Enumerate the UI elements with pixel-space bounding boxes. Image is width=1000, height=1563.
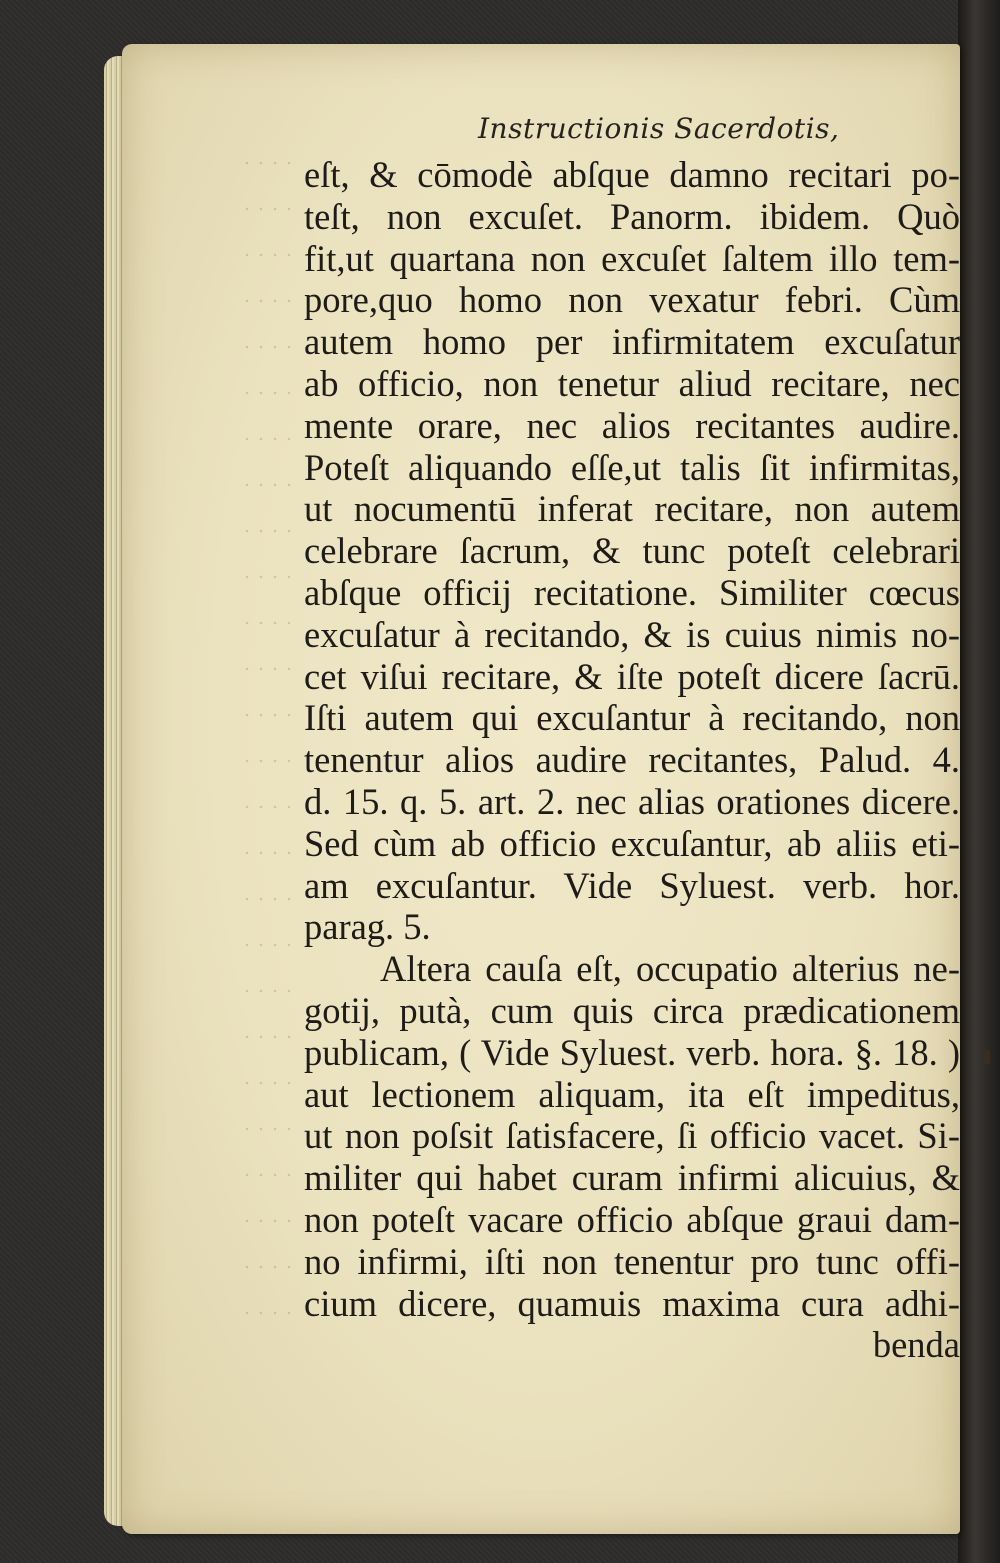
text-line: aut lectionem aliquam, ita eſt impeditus, [304,1073,960,1115]
text-line: Iſti autem qui excuſantur à recitando, non [304,697,960,739]
catchword: benda [872,1324,960,1366]
text-line: Sed cùm ab officio excuſantur, ab aliis eti- [304,822,960,864]
text-line: gotij, putà, cum quis circa prædicationem [304,989,960,1031]
body-text [304,154,960,1366]
spine-mark [984,1050,990,1064]
text-line: eſt, & cōmodè abſque damno recitari po- [304,154,960,195]
text-line: cium dicere, quamuis maxima cura adhi- [304,1282,960,1324]
running-head: Instructionis Sacerdotis, [478,112,840,145]
text-line: militer qui habet curam infirmi alicuius, & [304,1157,960,1199]
text-line: tenentur alios audire recitantes, Palud. 4. [304,739,960,781]
text-line: Poteſt aliquando eſſe,ut talis ſit infirmitas, [304,446,960,488]
text-line: d. 15. q. 5. art. 2. nec alias orationes dicere. [304,780,960,822]
text-line: cet viſui recitare, & iſte poteſt dicere ſacrū. [304,655,960,697]
text-line: parag. 5. [304,906,431,948]
text-line: ut nocumentū inferat recitare, non autem [304,488,960,530]
margin-show-through [240,140,300,1340]
book-spine [958,0,1000,1563]
text-line: autem homo per infirmitatem excuſatur [304,321,960,363]
text-line: mente orare, nec alios recitantes audire. [304,404,960,446]
text-line: am excuſantur. Vide Syluest. verb. hor. [304,864,960,906]
text-line: teſt, non excuſet. Panorm. ibidem. Quò [304,195,960,237]
text-line: pore,quo homo non vexatur febri. Cùm [304,279,960,321]
paragraph-start-line: Altera cauſa eſt, occupatio alterius ne- [380,948,960,990]
text-line: fit,ut quartana non excuſet ſaltem illo tem- [304,237,960,279]
text-line: abſque officij recitatione. Similiter cœcus [304,571,960,613]
text-line: non poteſt vacare officio abſque graui dam- [304,1198,960,1240]
text-line: publicam, ( Vide Syluest. verb. hora. §. 18. ) [304,1031,960,1073]
text-line: celebrare ſacrum, & tunc poteſt celebrari [304,530,960,572]
text-line: no infirmi, iſti non tenentur pro tunc offi- [304,1240,960,1282]
text-line: ab officio, non tenetur aliud recitare, nec [304,362,960,404]
text-line: ut non poſsit ſatisfacere, ſi officio vacet. Si- [304,1115,960,1157]
text-line: excuſatur à recitando, & is cuius nimis no- [304,613,960,655]
